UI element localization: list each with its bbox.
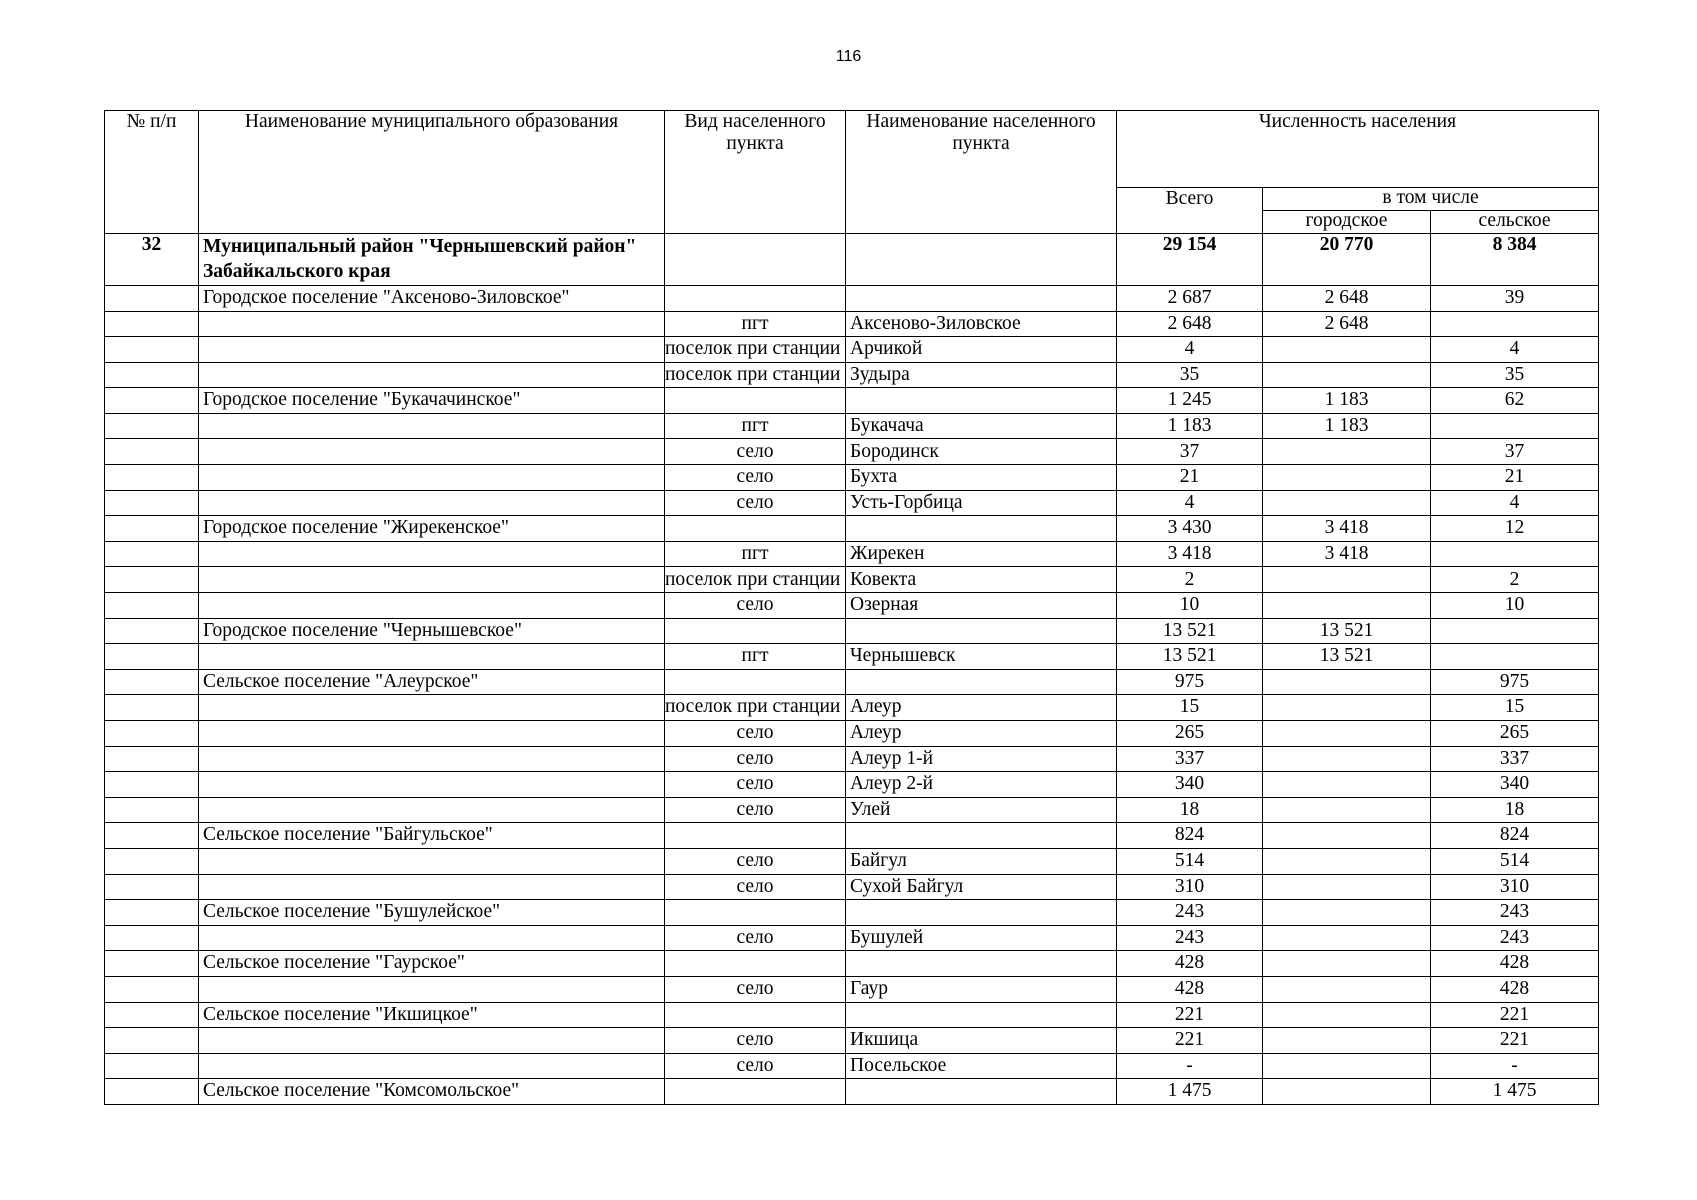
total-cell: 1 183	[1117, 413, 1263, 439]
district-rural: 8 384	[1431, 234, 1599, 286]
total-cell: 1 245	[1117, 388, 1263, 414]
rural-cell: 18	[1431, 797, 1599, 823]
total-cell: 2	[1117, 567, 1263, 593]
urban-cell	[1263, 362, 1431, 388]
locality-cell: Бушулей	[846, 925, 1117, 951]
table-row	[105, 388, 1599, 414]
rural-cell: 340	[1431, 772, 1599, 798]
municipality-cell: Сельское поселение "Икшицкое"	[199, 1002, 665, 1028]
municipality-cell: Сельское поселение "Бушулейское"	[199, 900, 665, 926]
municipality-cell: Сельское поселение "Гаурское"	[199, 951, 665, 977]
type-cell: село	[665, 797, 846, 823]
num-cell	[105, 362, 199, 388]
urban-cell	[1263, 593, 1431, 619]
urban-cell	[1263, 874, 1431, 900]
total-cell: 21	[1117, 465, 1263, 491]
num-cell	[105, 618, 199, 644]
locality-cell: Алеур 1-й	[846, 746, 1117, 772]
locality-cell: Посельское	[846, 1053, 1117, 1079]
type-cell: село	[665, 746, 846, 772]
type-cell: село	[665, 593, 846, 619]
locality-cell	[846, 1079, 1117, 1105]
rural-cell: 35	[1431, 362, 1599, 388]
rural-cell: 21	[1431, 465, 1599, 491]
table-row	[105, 951, 1599, 977]
type-cell: село	[665, 465, 846, 491]
total-cell: 824	[1117, 823, 1263, 849]
rural-cell: 221	[1431, 1002, 1599, 1028]
urban-cell	[1263, 925, 1431, 951]
type-cell	[665, 823, 846, 849]
rural-cell: 514	[1431, 848, 1599, 874]
num-cell	[105, 593, 199, 619]
municipality-cell	[199, 439, 665, 465]
urban-cell	[1263, 721, 1431, 747]
num-cell	[105, 1053, 199, 1079]
urban-cell: 13 521	[1263, 644, 1431, 670]
district-name: Муниципальный район "Чернышевский район" Забайкальского края	[199, 234, 665, 286]
header-locality: Наименование населенного пункта	[846, 111, 1117, 234]
rural-cell: 2	[1431, 567, 1599, 593]
total-cell: 337	[1117, 746, 1263, 772]
num-cell	[105, 874, 199, 900]
table-row	[105, 285, 1599, 311]
urban-cell	[1263, 1002, 1431, 1028]
total-cell: 2 687	[1117, 285, 1263, 311]
table-row	[105, 516, 1599, 542]
locality-cell: Арчикой	[846, 337, 1117, 363]
municipality-cell: Сельское поселение "Алеурское"	[199, 669, 665, 695]
municipality-cell	[199, 644, 665, 670]
type-cell	[665, 516, 846, 542]
locality-cell	[846, 669, 1117, 695]
table-row	[105, 874, 1599, 900]
num-cell	[105, 439, 199, 465]
table-row	[105, 1002, 1599, 1028]
type-cell: село	[665, 439, 846, 465]
urban-cell	[1263, 797, 1431, 823]
rural-cell: 310	[1431, 874, 1599, 900]
urban-cell	[1263, 976, 1431, 1002]
type-cell: пгт	[665, 311, 846, 337]
district-num: 32	[105, 234, 199, 286]
locality-cell: Усть-Горбица	[846, 490, 1117, 516]
table-row	[105, 823, 1599, 849]
urban-cell	[1263, 823, 1431, 849]
rural-cell: 1 475	[1431, 1079, 1599, 1105]
num-cell	[105, 848, 199, 874]
num-cell	[105, 669, 199, 695]
table-row	[105, 541, 1599, 567]
urban-cell	[1263, 439, 1431, 465]
municipality-cell	[199, 337, 665, 363]
table-row	[105, 900, 1599, 926]
total-cell: 4	[1117, 490, 1263, 516]
locality-cell: Ковекта	[846, 567, 1117, 593]
header-including: в том числе	[1263, 188, 1599, 211]
num-cell	[105, 465, 199, 491]
type-cell: поселок при станции	[665, 695, 846, 721]
total-cell: 340	[1117, 772, 1263, 798]
urban-cell	[1263, 1028, 1431, 1054]
total-cell: 428	[1117, 976, 1263, 1002]
municipality-cell	[199, 413, 665, 439]
total-cell: 10	[1117, 593, 1263, 619]
rural-cell	[1431, 541, 1599, 567]
num-cell	[105, 772, 199, 798]
locality-cell: Бухта	[846, 465, 1117, 491]
locality-cell: Улей	[846, 797, 1117, 823]
locality-cell: Икшица	[846, 1028, 1117, 1054]
municipality-cell	[199, 567, 665, 593]
total-cell: 975	[1117, 669, 1263, 695]
num-cell	[105, 388, 199, 414]
locality-cell	[846, 900, 1117, 926]
locality-cell: Букачача	[846, 413, 1117, 439]
num-cell	[105, 925, 199, 951]
type-cell	[665, 1002, 846, 1028]
rural-cell: 12	[1431, 516, 1599, 542]
population-table	[104, 110, 1599, 1105]
total-cell: 15	[1117, 695, 1263, 721]
locality-cell: Алеур	[846, 721, 1117, 747]
table-row	[105, 848, 1599, 874]
urban-cell	[1263, 900, 1431, 926]
type-cell: поселок при станции	[665, 362, 846, 388]
table-row	[105, 413, 1599, 439]
table-row	[105, 1079, 1599, 1105]
rural-cell: 337	[1431, 746, 1599, 772]
municipality-cell: Городское поселение "Чернышевское"	[199, 618, 665, 644]
urban-cell	[1263, 772, 1431, 798]
urban-cell	[1263, 567, 1431, 593]
type-cell	[665, 900, 846, 926]
table-row	[105, 1028, 1599, 1054]
locality-cell: Жирекен	[846, 541, 1117, 567]
municipality-cell: Сельское поселение "Комсомольское"	[199, 1079, 665, 1105]
municipality-cell	[199, 721, 665, 747]
num-cell	[105, 413, 199, 439]
type-cell	[665, 951, 846, 977]
locality-cell: Алеур	[846, 695, 1117, 721]
type-cell	[665, 669, 846, 695]
urban-cell: 13 521	[1263, 618, 1431, 644]
locality-cell	[846, 285, 1117, 311]
total-cell: 265	[1117, 721, 1263, 747]
rural-cell: 428	[1431, 976, 1599, 1002]
num-cell	[105, 951, 199, 977]
rural-cell: 243	[1431, 900, 1599, 926]
district-row	[105, 234, 1599, 286]
urban-cell: 1 183	[1263, 388, 1431, 414]
table-row	[105, 1053, 1599, 1079]
rural-cell: 428	[1431, 951, 1599, 977]
total-cell: 4	[1117, 337, 1263, 363]
municipality-cell	[199, 1028, 665, 1054]
total-cell: 1 475	[1117, 1079, 1263, 1105]
municipality-cell	[199, 797, 665, 823]
district-urban: 20 770	[1263, 234, 1431, 286]
type-cell: пгт	[665, 644, 846, 670]
locality-cell: Сухой Байгул	[846, 874, 1117, 900]
header-num: № п/п	[105, 111, 199, 234]
table-row	[105, 746, 1599, 772]
rural-cell: 10	[1431, 593, 1599, 619]
municipality-cell: Сельское поселение "Байгульское"	[199, 823, 665, 849]
locality-cell	[846, 388, 1117, 414]
urban-cell	[1263, 746, 1431, 772]
total-cell: 243	[1117, 925, 1263, 951]
header-type: Вид населенного пункта	[665, 111, 846, 234]
rural-cell	[1431, 311, 1599, 337]
type-cell: село	[665, 490, 846, 516]
table-body	[105, 234, 1599, 1105]
locality-cell	[846, 951, 1117, 977]
type-cell	[665, 285, 846, 311]
type-cell	[665, 618, 846, 644]
municipality-cell: Городское поселение "Букачачинское"	[199, 388, 665, 414]
table-row	[105, 772, 1599, 798]
rural-cell: 4	[1431, 337, 1599, 363]
table-row	[105, 311, 1599, 337]
type-cell: село	[665, 772, 846, 798]
rural-cell: 221	[1431, 1028, 1599, 1054]
locality-cell	[846, 516, 1117, 542]
urban-cell	[1263, 951, 1431, 977]
total-cell: 13 521	[1117, 618, 1263, 644]
district-locality	[846, 234, 1117, 286]
num-cell	[105, 567, 199, 593]
rural-cell	[1431, 413, 1599, 439]
district-type	[665, 234, 846, 286]
type-cell: село	[665, 1028, 846, 1054]
locality-cell	[846, 1002, 1117, 1028]
rural-cell: 265	[1431, 721, 1599, 747]
urban-cell: 1 183	[1263, 413, 1431, 439]
municipality-cell: Городское поселение "Жирекенское"	[199, 516, 665, 542]
num-cell	[105, 1028, 199, 1054]
municipality-cell	[199, 874, 665, 900]
total-cell: 35	[1117, 362, 1263, 388]
type-cell: село	[665, 976, 846, 1002]
table-row	[105, 490, 1599, 516]
locality-cell: Бородинск	[846, 439, 1117, 465]
locality-cell: Зудыра	[846, 362, 1117, 388]
municipality-cell	[199, 311, 665, 337]
type-cell: село	[665, 1053, 846, 1079]
rural-cell: 62	[1431, 388, 1599, 414]
locality-cell	[846, 823, 1117, 849]
municipality-cell	[199, 362, 665, 388]
type-cell: село	[665, 925, 846, 951]
total-cell: 2 648	[1117, 311, 1263, 337]
num-cell	[105, 695, 199, 721]
municipality-cell	[199, 848, 665, 874]
table-row	[105, 593, 1599, 619]
type-cell	[665, 1079, 846, 1105]
num-cell	[105, 823, 199, 849]
municipality-cell	[199, 746, 665, 772]
table-row	[105, 721, 1599, 747]
num-cell	[105, 746, 199, 772]
table-row	[105, 695, 1599, 721]
num-cell	[105, 337, 199, 363]
district-total: 29 154	[1117, 234, 1263, 286]
urban-cell	[1263, 337, 1431, 363]
total-cell: 221	[1117, 1002, 1263, 1028]
num-cell	[105, 541, 199, 567]
total-cell: 221	[1117, 1028, 1263, 1054]
urban-cell	[1263, 695, 1431, 721]
urban-cell	[1263, 848, 1431, 874]
type-cell: село	[665, 874, 846, 900]
municipality-cell	[199, 490, 665, 516]
type-cell	[665, 388, 846, 414]
header-rural: сельское	[1431, 211, 1599, 234]
urban-cell	[1263, 669, 1431, 695]
table-row	[105, 976, 1599, 1002]
header-municipality: Наименование муниципального образования	[199, 111, 665, 234]
rural-cell: 824	[1431, 823, 1599, 849]
urban-cell	[1263, 1079, 1431, 1105]
urban-cell: 2 648	[1263, 311, 1431, 337]
header-total: Всего	[1117, 188, 1263, 234]
total-cell: 243	[1117, 900, 1263, 926]
type-cell: поселок при станции	[665, 567, 846, 593]
municipality-cell	[199, 1053, 665, 1079]
total-cell: -	[1117, 1053, 1263, 1079]
rural-cell	[1431, 644, 1599, 670]
num-cell	[105, 1079, 199, 1105]
table-row	[105, 925, 1599, 951]
urban-cell: 3 418	[1263, 516, 1431, 542]
type-cell: поселок при станции	[665, 337, 846, 363]
rural-cell: 4	[1431, 490, 1599, 516]
header-urban: городское	[1263, 211, 1431, 234]
municipality-cell	[199, 976, 665, 1002]
municipality-cell: Городское поселение "Аксеново-Зиловское"	[199, 285, 665, 311]
locality-cell: Алеур 2-й	[846, 772, 1117, 798]
total-cell: 13 521	[1117, 644, 1263, 670]
table-row	[105, 567, 1599, 593]
rural-cell: -	[1431, 1053, 1599, 1079]
rural-cell: 975	[1431, 669, 1599, 695]
header-population: Численность населения	[1117, 111, 1599, 188]
municipality-cell	[199, 925, 665, 951]
locality-cell: Байгул	[846, 848, 1117, 874]
urban-cell: 3 418	[1263, 541, 1431, 567]
num-cell	[105, 797, 199, 823]
total-cell: 310	[1117, 874, 1263, 900]
municipality-cell	[199, 593, 665, 619]
rural-cell: 243	[1431, 925, 1599, 951]
table-row	[105, 669, 1599, 695]
type-cell: пгт	[665, 541, 846, 567]
total-cell: 428	[1117, 951, 1263, 977]
table-row	[105, 618, 1599, 644]
locality-cell: Чернышевск	[846, 644, 1117, 670]
rural-cell: 15	[1431, 695, 1599, 721]
num-cell	[105, 721, 199, 747]
locality-cell	[846, 618, 1117, 644]
num-cell	[105, 644, 199, 670]
locality-cell: Аксеново-Зиловское	[846, 311, 1117, 337]
page-number: 116	[835, 48, 862, 65]
rural-cell: 37	[1431, 439, 1599, 465]
total-cell: 18	[1117, 797, 1263, 823]
table-row	[105, 439, 1599, 465]
num-cell	[105, 900, 199, 926]
municipality-cell	[199, 772, 665, 798]
locality-cell: Озерная	[846, 593, 1117, 619]
rural-cell: 39	[1431, 285, 1599, 311]
type-cell: село	[665, 848, 846, 874]
total-cell: 514	[1117, 848, 1263, 874]
num-cell	[105, 1002, 199, 1028]
table-row	[105, 797, 1599, 823]
table-header	[105, 111, 1599, 234]
num-cell	[105, 490, 199, 516]
type-cell: село	[665, 721, 846, 747]
rural-cell	[1431, 618, 1599, 644]
municipality-cell	[199, 695, 665, 721]
total-cell: 37	[1117, 439, 1263, 465]
municipality-cell	[199, 541, 665, 567]
locality-cell: Гаур	[846, 976, 1117, 1002]
table-row	[105, 337, 1599, 363]
num-cell	[105, 516, 199, 542]
type-cell: пгт	[665, 413, 846, 439]
table-row	[105, 465, 1599, 491]
urban-cell	[1263, 465, 1431, 491]
num-cell	[105, 976, 199, 1002]
table-row	[105, 362, 1599, 388]
municipality-cell	[199, 465, 665, 491]
num-cell	[105, 311, 199, 337]
table-row	[105, 644, 1599, 670]
total-cell: 3 430	[1117, 516, 1263, 542]
urban-cell	[1263, 1053, 1431, 1079]
total-cell: 3 418	[1117, 541, 1263, 567]
urban-cell: 2 648	[1263, 285, 1431, 311]
urban-cell	[1263, 490, 1431, 516]
num-cell	[105, 285, 199, 311]
